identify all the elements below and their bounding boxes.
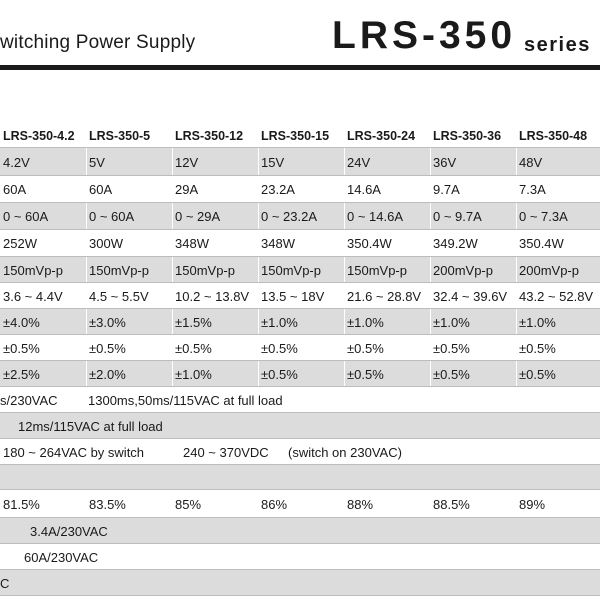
column-header-lrs-350-36: LRS-350-36: [433, 129, 502, 143]
table-cell: 150mVp-p: [3, 262, 63, 278]
table-cell: 9.7A: [433, 182, 460, 197]
table-cell: ±1.0%: [175, 366, 212, 382]
table-cell: 43.2 ~ 52.8V: [519, 288, 594, 304]
leakage-row: [0, 570, 600, 596]
table-cell: ±0.5%: [519, 366, 556, 382]
column-header-lrs-350-48: LRS-350-48: [519, 129, 588, 143]
table-cell: 150mVp-p: [89, 262, 149, 278]
table-cell: ±0.5%: [89, 340, 126, 356]
table-cell: 150mVp-p: [347, 262, 407, 278]
table-cell: ±0.5%: [3, 340, 40, 356]
table-cell: 7.3A: [519, 182, 546, 197]
efficiency-row: [0, 490, 600, 518]
voltage-range-dc: 240 ~ 370VDC: [183, 444, 269, 460]
column-header-lrs-350-15: LRS-350-15: [261, 129, 330, 143]
table-cell: 349.2W: [433, 236, 478, 251]
column-header-lrs-350-12: LRS-350-12: [175, 129, 244, 143]
table-cell: 88%: [347, 496, 374, 512]
inrush-current-row: [0, 544, 600, 570]
voltage-range-ac: 180 ~ 264VAC by switch: [3, 444, 145, 460]
table-cell: ±0.5%: [175, 340, 212, 356]
table-cell: 4.2V: [3, 154, 30, 170]
column-header-lrs-350-24: LRS-350-24: [347, 129, 416, 143]
setup-time-row: [0, 387, 600, 413]
table-row: [0, 257, 600, 283]
table-cell: 0 ~ 29A: [175, 209, 221, 224]
table-cell: ±0.5%: [433, 366, 470, 382]
table-cell: 29A: [175, 182, 199, 197]
table-cell: 150mVp-p: [175, 262, 235, 278]
inrush-current-value: 60A/230VAC: [24, 549, 99, 565]
table-cell: 3.6 ~ 4.4V: [3, 288, 63, 304]
table-cell: 300W: [89, 236, 123, 251]
table-cell: 14.6A: [347, 182, 381, 197]
table-cell: 0 ~ 9.7A: [433, 209, 482, 224]
table-cell: 0 ~ 14.6A: [347, 209, 404, 224]
table-cell: ±0.5%: [347, 366, 384, 382]
table-row: [0, 361, 600, 387]
voltage-range-row: [0, 439, 600, 465]
table-cell: 23.2A: [261, 182, 295, 197]
setup-time-115vac: 1300ms,50ms/115VAC at full load: [88, 392, 283, 408]
frequency-range-row: [0, 465, 600, 490]
table-cell: 252W: [3, 236, 37, 251]
table-header-row: [0, 124, 600, 148]
table-cell: ±0.5%: [347, 340, 384, 356]
table-cell: 85%: [175, 496, 202, 512]
datasheet-header: [0, 0, 600, 70]
setup-time-230vac: s/230VAC: [0, 392, 58, 408]
table-cell: 348W: [175, 236, 209, 251]
table-cell: 21.6 ~ 28.8V: [347, 288, 422, 304]
table-row: [0, 335, 600, 361]
table-cell: 150mVp-p: [261, 262, 321, 278]
table-cell: 81.5%: [3, 496, 40, 512]
table-row: [0, 230, 600, 257]
table-cell: ±1.5%: [175, 314, 212, 330]
table-cell: ±0.5%: [261, 366, 298, 382]
table-cell: 4.5 ~ 5.5V: [89, 288, 149, 304]
table-cell: 15V: [261, 154, 285, 170]
table-row: [0, 203, 600, 230]
table-cell: 10.2 ~ 13.8V: [175, 288, 250, 304]
table-cell: ±1.0%: [261, 314, 298, 330]
table-bottom: [0, 596, 600, 600]
table-row: [0, 176, 600, 203]
table-row: [0, 309, 600, 335]
table-cell: 350.4W: [519, 236, 564, 251]
table-cell: ±1.0%: [519, 314, 556, 330]
table-cell: 60A: [89, 182, 113, 197]
table-cell: ±4.0%: [3, 314, 40, 330]
table-cell: 200mVp-p: [519, 262, 579, 278]
table-cell: ±0.5%: [519, 340, 556, 356]
table-cell: 36V: [433, 154, 457, 170]
table-cell: 0 ~ 60A: [3, 209, 49, 224]
table-cell: 12V: [175, 154, 199, 170]
table-cell: ±0.5%: [261, 340, 298, 356]
ac-current-row: [0, 518, 600, 544]
table-cell: 5V: [89, 154, 105, 170]
hold-up-time-row: [0, 413, 600, 439]
table-row: [0, 148, 600, 176]
document-subtitle: witching Power Supply: [0, 32, 196, 53]
header-rule: [0, 65, 600, 70]
table-cell: 83.5%: [89, 496, 126, 512]
table-cell: ±3.0%: [89, 314, 126, 330]
hold-up-time-value: 12ms/115VAC at full load: [18, 418, 163, 434]
table-cell: 0 ~ 23.2A: [261, 209, 318, 224]
ac-current-value: 3.4A/230VAC: [30, 523, 108, 539]
table-cell: ±1.0%: [347, 314, 384, 330]
table-cell: 88.5%: [433, 496, 470, 512]
leakage-value: C: [0, 575, 10, 591]
table-cell: 0 ~ 60A: [89, 209, 135, 224]
column-header-lrs-350-4-2: LRS-350-4.2: [3, 129, 75, 143]
voltage-range-note: (switch on 230VAC): [288, 444, 402, 460]
table-cell: 13.5 ~ 18V: [261, 288, 325, 304]
table-cell: ±2.5%: [3, 366, 40, 382]
column-header-lrs-350-5: LRS-350-5: [89, 129, 151, 143]
table-cell: ±0.5%: [433, 340, 470, 356]
table-cell: 60A: [3, 182, 27, 197]
table-cell: 24V: [347, 154, 371, 170]
table-cell: ±1.0%: [433, 314, 470, 330]
table-cell: 350.4W: [347, 236, 392, 251]
series-label: series: [524, 34, 591, 56]
table-cell: 200mVp-p: [433, 262, 493, 278]
table-row: [0, 283, 600, 309]
table-cell: 89%: [519, 496, 546, 512]
table-cell: 86%: [261, 496, 288, 512]
table-cell: 0 ~ 7.3A: [519, 209, 568, 224]
table-cell: ±2.0%: [89, 366, 126, 382]
table-cell: 32.4 ~ 39.6V: [433, 288, 508, 304]
table-cell: 348W: [261, 236, 295, 251]
model-title: LRS-350: [332, 14, 517, 57]
table-cell: 48V: [519, 154, 543, 170]
